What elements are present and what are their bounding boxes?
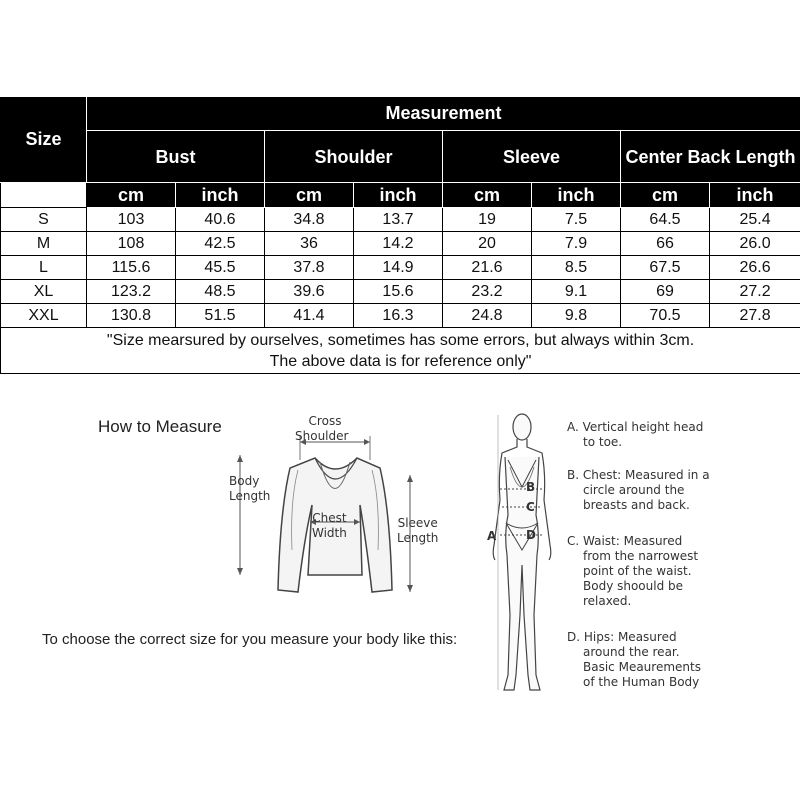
param-header-shoulder: Shoulder bbox=[265, 131, 443, 183]
instruction-text: To choose the correct size for you measure your body like this: bbox=[42, 631, 458, 648]
body-figure bbox=[480, 405, 570, 700]
chest-width-label-line2: Width bbox=[312, 526, 347, 540]
param-header-center-back-length: Center Back Length bbox=[621, 131, 800, 183]
size-cell: XL bbox=[1, 280, 87, 304]
value-cell: 19 bbox=[443, 208, 532, 232]
value-cell: 14.2 bbox=[354, 232, 443, 256]
legend-c-line: relaxed. bbox=[583, 594, 632, 608]
unit-spacer bbox=[1, 183, 87, 208]
table-row bbox=[1, 232, 800, 256]
value-cell: 45.5 bbox=[176, 256, 265, 280]
value-cell: 41.4 bbox=[265, 304, 354, 328]
table-row bbox=[1, 304, 800, 328]
size-cell: XXL bbox=[1, 304, 87, 328]
unit-header: inch bbox=[532, 183, 621, 208]
value-cell: 51.5 bbox=[176, 304, 265, 328]
legend-a bbox=[567, 420, 703, 450]
legend-b-line: circle around the bbox=[583, 483, 685, 497]
sleeve-length-label-line1: Sleeve bbox=[397, 516, 438, 530]
value-cell: 23.2 bbox=[443, 280, 532, 304]
value-cell: 69 bbox=[621, 280, 710, 304]
size-cell: S bbox=[1, 208, 87, 232]
value-cell: 16.3 bbox=[354, 304, 443, 328]
unit-header: inch bbox=[710, 183, 800, 208]
value-cell: 25.4 bbox=[710, 208, 800, 232]
marker-a: A bbox=[487, 529, 497, 543]
legend-c bbox=[567, 534, 698, 609]
chart-note-line1: "Size mearsured by ourselves, sometimes has some errors, but always within 3cm. bbox=[106, 331, 695, 349]
chest-width-label bbox=[312, 511, 347, 541]
value-cell: 27.8 bbox=[710, 304, 800, 328]
value-cell: 24.8 bbox=[443, 304, 532, 328]
unit-header: cm bbox=[443, 183, 532, 208]
cross-shoulder-label-line2: Shoulder bbox=[295, 429, 349, 443]
unit-header: inch bbox=[176, 183, 265, 208]
param-header-bust: Bust bbox=[87, 131, 265, 183]
value-cell: 37.8 bbox=[265, 256, 354, 280]
measurement-header: Measurement bbox=[87, 97, 800, 131]
value-cell: 14.9 bbox=[354, 256, 443, 280]
marker-b: B bbox=[526, 480, 536, 494]
body-length-label-line2: Length bbox=[229, 489, 271, 503]
cross-shoulder-label bbox=[295, 414, 349, 444]
legend-d-line: D. Hips: Measured bbox=[567, 630, 677, 644]
value-cell: 9.8 bbox=[532, 304, 621, 328]
value-cell: 8.5 bbox=[532, 256, 621, 280]
value-cell: 130.8 bbox=[87, 304, 176, 328]
value-cell: 67.5 bbox=[621, 256, 710, 280]
value-cell: 26.0 bbox=[710, 232, 800, 256]
unit-header: cm bbox=[621, 183, 710, 208]
value-cell: 20 bbox=[443, 232, 532, 256]
body-length-label-line1: Body bbox=[229, 474, 260, 488]
sleeve-length-label bbox=[397, 516, 438, 546]
legend-d bbox=[567, 630, 701, 690]
value-cell: 66 bbox=[621, 232, 710, 256]
sleeve-length-label-line2: Length bbox=[397, 531, 439, 545]
legend-c-line: from the narrowest bbox=[583, 549, 699, 563]
table-row bbox=[1, 280, 800, 304]
marker-c: C bbox=[526, 500, 535, 514]
marker-d: D bbox=[526, 528, 536, 542]
value-cell: 21.6 bbox=[443, 256, 532, 280]
legend-c-line: C. Waist: Measured bbox=[567, 534, 683, 548]
how-to-measure-title: How to Measure bbox=[98, 417, 222, 436]
value-cell: 123.2 bbox=[87, 280, 176, 304]
chest-width-label-line1: Chest bbox=[312, 511, 347, 525]
value-cell: 34.8 bbox=[265, 208, 354, 232]
unit-header: cm bbox=[87, 183, 176, 208]
table-row bbox=[1, 256, 800, 280]
value-cell: 9.1 bbox=[532, 280, 621, 304]
legend-d-line: Basic Meaurements bbox=[583, 660, 701, 674]
size-cell: L bbox=[1, 256, 87, 280]
legend-b-line: B. Chest: Measured in a bbox=[567, 468, 710, 482]
value-cell: 13.7 bbox=[354, 208, 443, 232]
size-chart-body bbox=[1, 208, 800, 328]
value-cell: 64.5 bbox=[621, 208, 710, 232]
value-cell: 115.6 bbox=[87, 256, 176, 280]
legend-b bbox=[567, 468, 710, 513]
value-cell: 108 bbox=[87, 232, 176, 256]
legend-c-line: Body shoould be bbox=[583, 579, 684, 593]
chart-note-line2: The above data is for reference only" bbox=[269, 352, 532, 370]
legend-a-line: A. Vertical height head bbox=[567, 420, 704, 434]
legend-b-line: breasts and back. bbox=[583, 498, 690, 512]
value-cell: 40.6 bbox=[176, 208, 265, 232]
size-header: Size bbox=[1, 97, 87, 183]
value-cell: 48.5 bbox=[176, 280, 265, 304]
legend-a-line: to toe. bbox=[583, 435, 623, 449]
legend-d-line: of the Human Body bbox=[583, 675, 700, 689]
value-cell: 7.5 bbox=[532, 208, 621, 232]
chart-note bbox=[1, 328, 800, 374]
unit-header: cm bbox=[265, 183, 354, 208]
body-length-label bbox=[229, 474, 270, 504]
table-row bbox=[1, 208, 800, 232]
value-cell: 15.6 bbox=[354, 280, 443, 304]
value-cell: 70.5 bbox=[621, 304, 710, 328]
value-cell: 42.5 bbox=[176, 232, 265, 256]
value-cell: 7.9 bbox=[532, 232, 621, 256]
value-cell: 26.6 bbox=[710, 256, 800, 280]
size-chart-table bbox=[0, 96, 800, 374]
value-cell: 27.2 bbox=[710, 280, 800, 304]
param-header-sleeve: Sleeve bbox=[443, 131, 621, 183]
legend-d-line: around the rear. bbox=[583, 645, 680, 659]
unit-header: inch bbox=[354, 183, 443, 208]
value-cell: 103 bbox=[87, 208, 176, 232]
cross-shoulder-label-line1: Cross bbox=[308, 414, 342, 428]
legend-c-line: point of the waist. bbox=[583, 564, 692, 578]
value-cell: 36 bbox=[265, 232, 354, 256]
value-cell: 39.6 bbox=[265, 280, 354, 304]
size-cell: M bbox=[1, 232, 87, 256]
